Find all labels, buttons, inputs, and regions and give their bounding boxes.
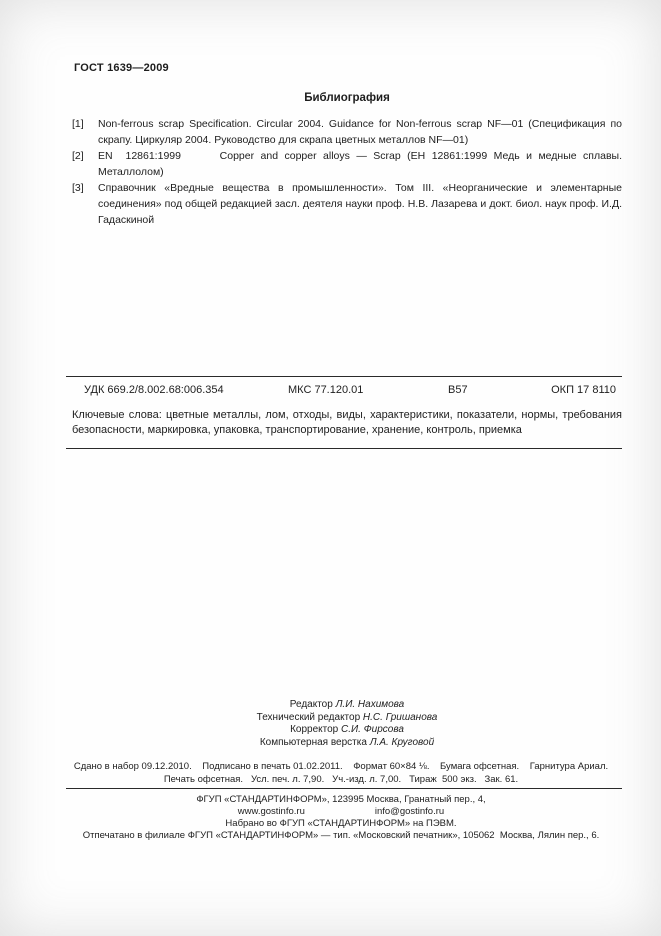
bib-ref-number: [2] (72, 150, 84, 162)
publisher-address: ФГУП «СТАНДАРТИНФОРМ», 123995 Москва, Гранатный пер., 4, (196, 794, 486, 805)
udk-code: УДК 669.2/8.002.68:006.354 (84, 384, 224, 396)
publisher-website: www.gostinfo.ru (237, 806, 305, 817)
doc-number: ГОСТ 1639—2009 (74, 62, 169, 74)
credit-name: Н.С. Гришанова (362, 711, 438, 723)
bib-entry-text: EN 12861:1999 Copper and copper alloys — Scrap (ЕН 12861:1999 Медь и медные сплавы. Металлолом) (98, 150, 622, 178)
credit-name: Л.И. Нахимова (335, 699, 405, 710)
credit-role: Компьютерная верстка (259, 736, 370, 748)
credit-name: С.И. Фирсова (341, 724, 404, 736)
bibliography-entry (72, 180, 622, 228)
bibliography-list (72, 116, 622, 228)
bib-entry-text: Справочник «Вредные вещества в промышленности». Том III. «Неорганические и элементарные соединения» под общей редакцией засл. деятеля науки проф. Н.В. Лазарева и докт. биол. наук проф. И.Д. Гадаскиной (98, 182, 622, 226)
section-title: Библиография (304, 92, 390, 104)
imprint-line-2: Печать офсетная. Усл. печ. л. 7,90. Уч.-изд. л. 7,00. Тираж 500 экз. Зак. 61. (163, 774, 519, 785)
bib-ref-number: [1] (72, 118, 84, 130)
credit-line (72, 699, 622, 712)
bib-entry-text: Non-ferrous scrap Specification. Circular 2004. Guidance for Non-ferrous scrap NF—01 (Спецификация по скрапу. Циркуляр 2004. Руководство для скрапа цветных металлов NF—01) (98, 118, 622, 146)
publisher-email: info@gostinfo.ru (374, 806, 445, 817)
publisher-printed-note: Отпечатано в филиале ФГУП «СТАНДАРТИНФОРМ» — тип. «Московский печатник», 105062 Москва, Лялин пер., 6. (82, 830, 600, 841)
okp-code: ОКП 17 8110 (551, 384, 616, 396)
bibliography-entry (72, 116, 622, 148)
credit-name: Л.А. Круговой (369, 736, 435, 748)
classification-codes-row (66, 384, 622, 398)
imprint-line-1: Сдано в набор 09.12.2010. Подписано в печать 01.02.2011. Формат 60×84 ⅛. Бумага офсетная. Гарнитура Ариал. (73, 761, 609, 772)
credit-role: Технический редактор (256, 711, 363, 723)
divider-above-codes (66, 376, 622, 377)
mks-code: МКС 77.120.01 (288, 384, 364, 396)
credit-line (72, 724, 622, 737)
divider-below-keywords (66, 448, 622, 449)
keywords-paragraph: Ключевые слова: цветные металлы, лом, отходы, виды, характеристики, показатели, нормы, требования безопасности, маркировка, упаковка, транспортирование, хранение, контроль, приемка (72, 409, 622, 436)
publisher-contacts (36, 806, 646, 818)
class-code: В57 (448, 384, 468, 396)
credit-line (72, 712, 622, 725)
bibliography-entry (72, 148, 622, 180)
bib-ref-number: [3] (72, 182, 84, 194)
credit-role: Редактор (289, 699, 336, 710)
publisher-typeset-note: Набрано во ФГУП «СТАНДАРТИНФОРМ» на ПЭВМ. (225, 818, 457, 829)
imprint-block (46, 760, 636, 786)
divider-above-publisher (66, 788, 622, 789)
credit-role: Корректор (290, 724, 342, 736)
credits-block (72, 699, 622, 749)
credit-line (72, 737, 622, 750)
publisher-block (36, 794, 646, 842)
